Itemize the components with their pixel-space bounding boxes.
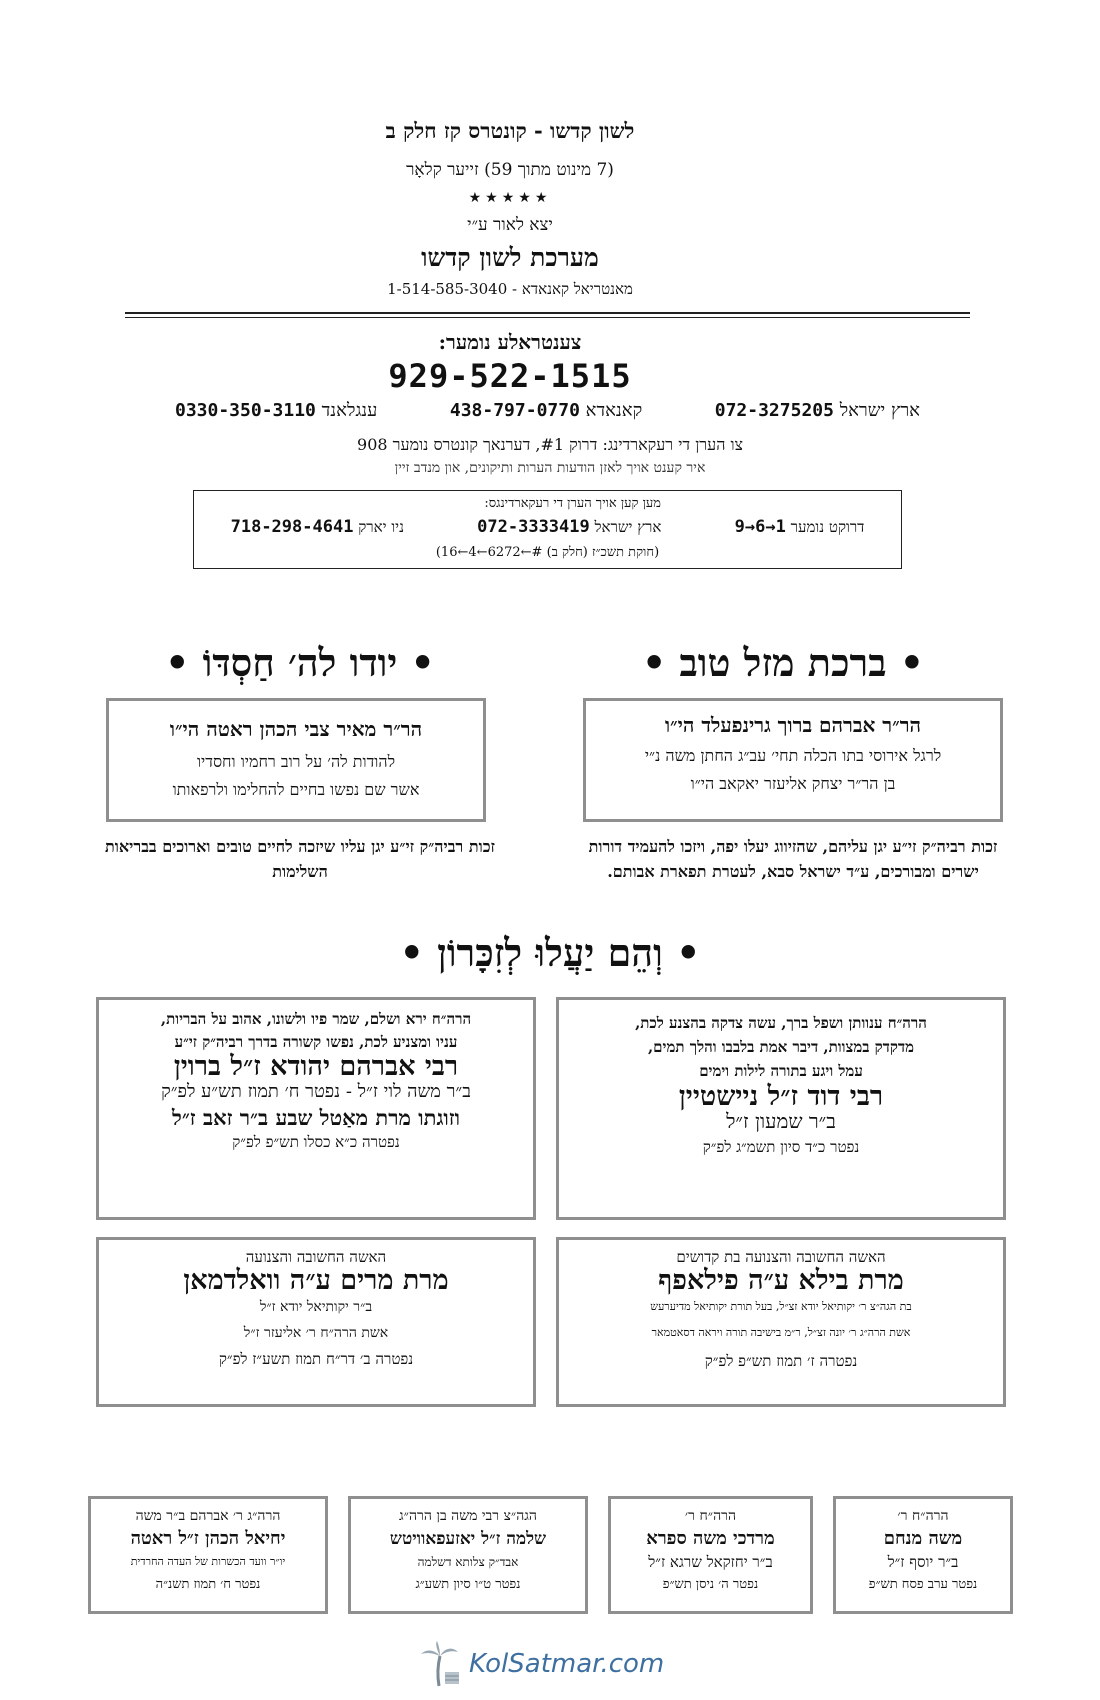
memorial-box-neustein [556,997,1006,1220]
recordings-box-numbers [194,517,901,537]
mazal-name: הר״ר אברהם ברוך גרינפעלד הי״ו [664,713,922,737]
recording-note: איר קענט אויך לאזן הודעות הערות ותיקונים, און מנדב זיין [394,460,706,476]
ny-line [231,517,404,537]
phone-number: 0330-350-3110 [175,400,316,421]
small-memorial-title: הרה״ח ר׳ [897,1508,949,1524]
memorial-text: בת הגה״צ ר׳ יקותיאל יודא זצ״ל, בעל תורת יקותיאל מדיערעש [650,1300,912,1313]
phone-place: קאנאדא [585,400,643,421]
il-number: 072-3333419 [477,517,590,537]
il-label: ארץ ישראל [594,518,662,536]
small-memorial-box [348,1496,588,1614]
press-line [735,517,865,537]
divider-rule [125,312,970,314]
press-number: 1→6→9 [734,517,786,537]
palm-tree-icon [415,1640,463,1688]
organization-name: מערכת לשון קדשו [421,243,599,272]
phone-place: ענגלאנד [321,400,378,421]
memorial-father: ב״ר שמעון ז״ל [726,1109,836,1133]
memorial-name: רבי דוד ז״ל ניישטיין [678,1081,884,1112]
mazal-tov-title: • ברכת מזל טוב • [641,640,925,685]
divider-rule [125,317,970,318]
yodu-line: להודות לה׳ על רוב רחמיו וחסדיו [196,752,396,771]
small-memorial-title: הרה״ח ר׳ [684,1508,737,1524]
site-name: KolSatmar.com [469,1649,665,1679]
phone-number: 438-797-0770 [449,400,580,421]
blessing-line: זכות רביה״ק זי״ע יגן עליהם, שהזיווג יעלו יפה, [710,837,998,856]
memorial-date: נפטרה ז׳ תמוז תש״פ לפ״ק [704,1352,858,1370]
phone-israel [715,400,920,421]
small-memorial-date: נפטר ח׳ תמוז תשנ״ה [155,1577,261,1592]
yodu-line: אשר שם נפשו בחיים להחלימו ולרפאותו [172,780,420,799]
memorial-father: ב״ר משה לוי ז״ל - נפטר ח׳ תמוז תש״ע לפ״ק [161,1081,471,1102]
organization-address: מאנטריאל קאנאדא - 1-514-585-3040 [387,280,633,298]
stars-divider: ★★★★★ [468,190,552,206]
header-duration: (7 מינוט מתוך 59) זייער קלאָר [406,160,614,180]
small-memorial-father: אבד״ק צלותא דשלמה [417,1555,519,1569]
memorial-box-waldman [96,1237,536,1407]
ny-label: ניו יארק [358,518,404,536]
mazal-occasion: לרגל אירוסי בתו הכלה תחי׳ עב״ג החתן משה נ״י [644,746,942,765]
recordings-box-title: מען קען אויך הערן די רעקארדינגס: [484,496,661,511]
small-memorial-name: יחיאל הכהן ז״ל ראטה [130,1528,286,1549]
memorial-text: עניו ומצניע לכת, נפשו קשורה בדרך רביה״ק זי״ע [174,1033,458,1051]
small-memorial-date: נפטר ט״ו סיון תשע״ג [415,1577,521,1592]
memorial-text: הרה״ח ירא ושלם, שמר פיו ולשונו, אהוב על הבריות, [160,1010,472,1028]
phone-england [175,400,377,421]
memorial-date: נפטרה כ״א כסלו תש״פ לפ״ק [232,1133,400,1151]
memorial-text: האשה החשובה והצנועה [245,1248,387,1266]
central-number: 929-522-1515 [388,357,632,395]
blessing-line: ע״ד ישראל סבא, לעטרת תפארת אבותם. [607,862,870,881]
memorial-name: רבי אברהם יהודא ז״ל ברוין [173,1051,459,1082]
yodu-name: הר״ר מאיר צבי הכהן ראטה הי״ו [169,717,423,741]
ny-number: 718-298-4641 [230,517,354,537]
memorial-name: מרת בילא ע״ה פילאפף [658,1265,904,1296]
phone-number: 072-3275205 [714,400,834,421]
memorial-box-pilaff [556,1237,1006,1407]
small-memorial-father: ב״ר יחזקאל שרגא ז״ל [648,1553,773,1571]
small-memorial-father: ב״ר יוסף ז״ל [887,1553,959,1571]
yodu-title: • יודו לה׳ חַסְדּוֹ • [165,640,435,685]
il-line [477,517,661,537]
memorial-date: נפטר כ״ד סיון תשמ״ג לפ״ק [702,1138,860,1156]
recording-instructions: צו הערן די רעקארדינג: דרוק #1, דערנאך קונטרס נומער 908 [357,435,743,454]
phone-list [175,400,920,421]
site-logo[interactable] [415,1640,664,1688]
memorial-text: מדקדק במצוות, דיבר אמת בלבבו והלך תמים, [647,1038,915,1056]
small-memorial-father: יו״ר וועד הכשרות של העדה החרדית [130,1555,286,1568]
memorial-wife: וזוגתו מרת מאַטל שבע ב״ר זאב ז״ל [172,1105,460,1130]
small-memorial-title: הרה״ג ר׳ אברהם ב״ר משה [135,1508,281,1524]
memorial-text: אשת הרה״ח ר׳ אליעזר ז״ל [243,1325,389,1341]
memorial-title: • וְהֵם יַעֲלוּ לְזִכָּרוֹן • [399,930,701,975]
memorial-box-brown [96,997,536,1220]
yodu-blessing [100,834,500,884]
small-memorial-name: מרדכי משה ספרא [646,1528,775,1549]
small-memorial-box [833,1496,1013,1614]
blessing-line: זכות רביה״ק זי״ע יגן עליו [340,837,495,856]
central-number-title: צענטראלע נומער: [438,330,582,354]
mazal-blessing [583,834,1003,884]
memorial-name: מרת מרים ע״ה וואלדמאן [183,1265,449,1296]
memorial-text: אשת הרה״ג ר׳ יונה זצ״ל, ר״מ בישיבה תורה ויראה דסאטמאר [651,1326,911,1339]
press-label: דרוקט נומער [790,518,865,536]
small-memorial-date: נפטר ערב פסח תש״פ [868,1577,978,1592]
memorial-date: נפטרה ב׳ דר״ח תמוז תשע״ז לפ״ק [218,1350,414,1368]
recordings-box [193,490,902,569]
memorial-text: ב״ר יקותיאל יודא ז״ל [259,1299,373,1315]
phone-canada [450,400,642,421]
small-memorial-box [608,1496,813,1614]
blessing-line: ויזכו להעמיד דורות ישרים ומבורכים, [588,837,979,881]
small-memorial-name: שלמה ז״ל יאזעפאוויטש [389,1529,547,1549]
blessing-line: שיזכה לחיים טובים וארוכים בבריאות השלימות [105,837,336,881]
memorial-text: הרה״ח ענוותן ושפל ברך, עשה צדקה בהצנע לכת, [635,1014,927,1032]
phone-place: ארץ ישראל [839,400,920,421]
memorial-text: האשה החשובה והצנועה בת קדושים [676,1248,886,1266]
mazal-groom-father: בן הר״ר יצחק אליעזר יאקאב הי״ו [690,774,896,793]
memorial-text: עמל ויגע בתורה לילות וימים [699,1062,863,1080]
recordings-path: (חוקת תשכ״ז (חלק ב) #←6272←4←16) [435,545,660,560]
small-memorial-name: משה מנחם [883,1528,963,1549]
header-title: לשון קדשו - קונטרס קז חלק ב [385,118,635,143]
small-memorial-date: נפטר ה׳ ניסן תש״פ [662,1577,759,1592]
small-memorial-title: הגה״צ רבי משה בן הרה״ג [399,1508,537,1524]
yodu-box [106,698,486,822]
published-by: יצא לאור ע״י [467,215,553,235]
small-memorial-box [88,1496,328,1614]
mazal-tov-box [583,698,1003,822]
